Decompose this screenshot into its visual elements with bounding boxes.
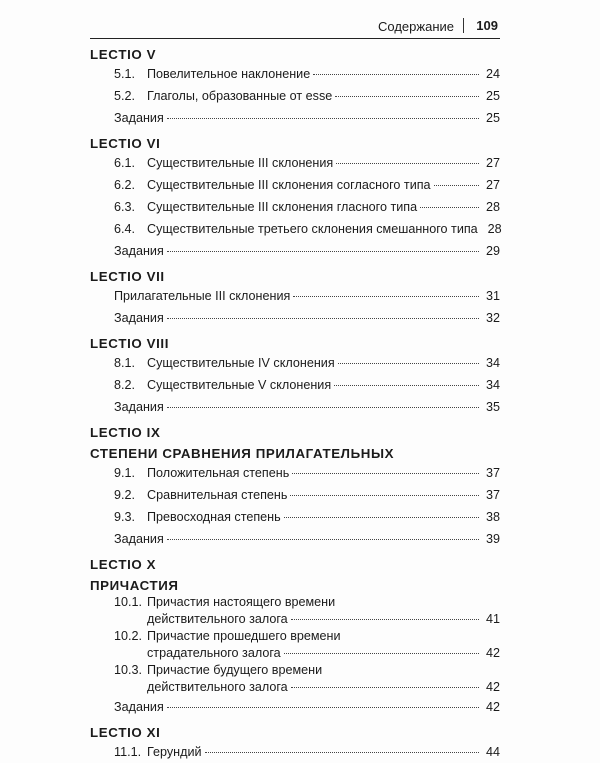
entry-title: Прилагательные III склонения [114, 289, 291, 303]
entry-page: 25 [485, 111, 500, 125]
lesson-title: LECTIO X [90, 557, 157, 572]
toc-entry [90, 396, 500, 418]
running-header [90, 14, 500, 39]
dot-leader [292, 473, 479, 474]
entry-page: 44 [485, 745, 500, 759]
toc-entry [90, 741, 500, 763]
entry-title-continued: действительного залога [147, 680, 288, 694]
entry-page: 34 [485, 378, 500, 392]
toc-entry-line [114, 594, 500, 611]
entry-title: Герундий [147, 745, 202, 759]
entry-page: 31 [485, 289, 500, 303]
entry-page: 32 [485, 311, 500, 325]
entry-page: 37 [485, 488, 500, 502]
entry-page: 42 [485, 680, 500, 694]
toc-entry [90, 374, 500, 396]
dot-leader [313, 74, 479, 75]
toc-entry [90, 628, 500, 662]
toc-entry [90, 240, 500, 262]
entry-title: Существительные IV склонения [147, 356, 335, 370]
entry-number: 10.2. [114, 629, 143, 643]
entry-number: 8.2. [114, 378, 136, 392]
toc-entry [90, 696, 500, 718]
entry-number: 5.2. [114, 89, 136, 103]
entry-page: 39 [485, 532, 500, 546]
lesson-section [90, 556, 500, 718]
entry-page: 38 [485, 510, 500, 524]
entry-page: 34 [485, 356, 500, 370]
entry-number: 10.1. [114, 595, 143, 609]
entry-number: 9.3. [114, 510, 136, 524]
entry-page: 27 [485, 156, 500, 170]
toc-entry [90, 352, 500, 374]
entry-title: Задания [114, 700, 164, 714]
entry-title: Сравнительная степень [147, 488, 288, 502]
entry-number: 8.1. [114, 356, 136, 370]
dot-leader [338, 363, 479, 364]
entry-page: 29 [485, 244, 500, 258]
toc-entry [90, 174, 500, 196]
entry-title: Задания [114, 400, 164, 414]
toc-entry [90, 662, 500, 696]
toc-entry [90, 484, 500, 506]
entry-number: 6.3. [114, 200, 136, 214]
entry-number: 9.1. [114, 466, 136, 480]
entry-title-continued: страдательного залога [147, 646, 281, 660]
entry-page: 41 [485, 612, 500, 626]
entry-page: 28 [487, 222, 502, 236]
dot-leader [167, 251, 479, 252]
entry-title-continued: действительного залога [147, 612, 288, 626]
entry-number: 6.1. [114, 156, 136, 170]
entry-title: Существительные V склонения [147, 378, 332, 392]
toc-entry [90, 85, 500, 107]
lesson-title: LECTIO XI [90, 725, 161, 740]
toc-entry [90, 594, 500, 628]
toc-entry-line [114, 645, 500, 662]
entry-title: Существительные III склонения согласного типа [147, 178, 431, 192]
lesson-section [90, 724, 500, 763]
entry-page: 28 [485, 200, 500, 214]
entry-page: 25 [485, 89, 500, 103]
lesson-title: LECTIO VII [90, 269, 165, 284]
entry-title: Задания [114, 311, 164, 325]
toc-entry [90, 107, 500, 129]
lesson-title: LECTIO V [90, 47, 157, 62]
entry-title: Глаголы, образованные от esse [147, 89, 333, 103]
entry-title: Существительные III склонения гласного типа [147, 200, 418, 214]
lesson-section [90, 268, 500, 329]
dot-leader [284, 653, 479, 654]
dot-leader [284, 517, 479, 518]
toc-entry-line [114, 662, 500, 679]
lesson-title: LECTIO IX [90, 425, 161, 440]
entry-title: Причастие прошедшего времени [147, 629, 341, 643]
entry-page: 37 [485, 466, 500, 480]
dot-leader [434, 185, 479, 186]
dot-leader [167, 707, 479, 708]
lesson-section [90, 135, 500, 262]
lesson-section [90, 424, 500, 550]
toc-entry [90, 196, 500, 218]
header-title: Содержание [378, 19, 454, 34]
dot-leader [167, 318, 479, 319]
toc-entry [90, 462, 500, 484]
toc-entry [90, 152, 500, 174]
lesson-subtitle: СТЕПЕНИ СРАВНЕНИЯ ПРИЛАГАТЕЛЬНЫХ [90, 446, 395, 461]
dot-leader [167, 539, 479, 540]
dot-leader [290, 495, 479, 496]
toc-entry [90, 528, 500, 550]
entry-title: Задания [114, 111, 164, 125]
dot-leader [293, 296, 479, 297]
entry-number: 6.2. [114, 178, 136, 192]
toc-entry [90, 63, 500, 85]
entry-title: Существительные III склонения [147, 156, 334, 170]
header-separator [463, 18, 464, 33]
entry-title: Причастия настоящего времени [147, 595, 336, 609]
entry-title: Повелительное наклонение [147, 67, 311, 81]
entry-page: 35 [485, 400, 500, 414]
entry-number: 11.1. [114, 745, 142, 759]
lesson-subtitle: ПРИЧАСТИЯ [90, 578, 179, 593]
entry-page: 42 [485, 700, 500, 714]
lesson-title: LECTIO VIII [90, 336, 169, 351]
toc-entry-line [114, 628, 500, 645]
page-number: 109 [476, 18, 498, 33]
toc-entry [90, 285, 500, 307]
table-of-contents [90, 40, 500, 763]
dot-leader [335, 96, 479, 97]
toc-entry [90, 218, 500, 240]
entry-page: 24 [485, 67, 500, 81]
dot-leader [167, 407, 479, 408]
entry-number: 6.4. [114, 222, 136, 236]
toc-entry [90, 506, 500, 528]
entry-number: 10.3. [114, 663, 143, 677]
entry-title: Существительные третьего склонения смешанного типа [147, 222, 478, 236]
lesson-section [90, 46, 500, 129]
dot-leader [334, 385, 479, 386]
entry-title: Положительная степень [147, 466, 290, 480]
entry-title: Задания [114, 532, 164, 546]
dot-leader [205, 752, 479, 753]
entry-page: 27 [485, 178, 500, 192]
lesson-title: LECTIO VI [90, 136, 161, 151]
toc-entry-line [114, 679, 500, 696]
dot-leader [291, 619, 479, 620]
toc-entry [90, 307, 500, 329]
dot-leader [420, 207, 479, 208]
entry-page: 42 [485, 646, 500, 660]
dot-leader [336, 163, 479, 164]
entry-number: 9.2. [114, 488, 136, 502]
entry-title: Превосходная степень [147, 510, 281, 524]
entry-title: Задания [114, 244, 164, 258]
dot-leader [167, 118, 479, 119]
toc-entry-line [114, 611, 500, 628]
dot-leader [291, 687, 479, 688]
lesson-section [90, 335, 500, 418]
entry-number: 5.1. [114, 67, 136, 81]
entry-title: Причастие будущего времени [147, 663, 323, 677]
